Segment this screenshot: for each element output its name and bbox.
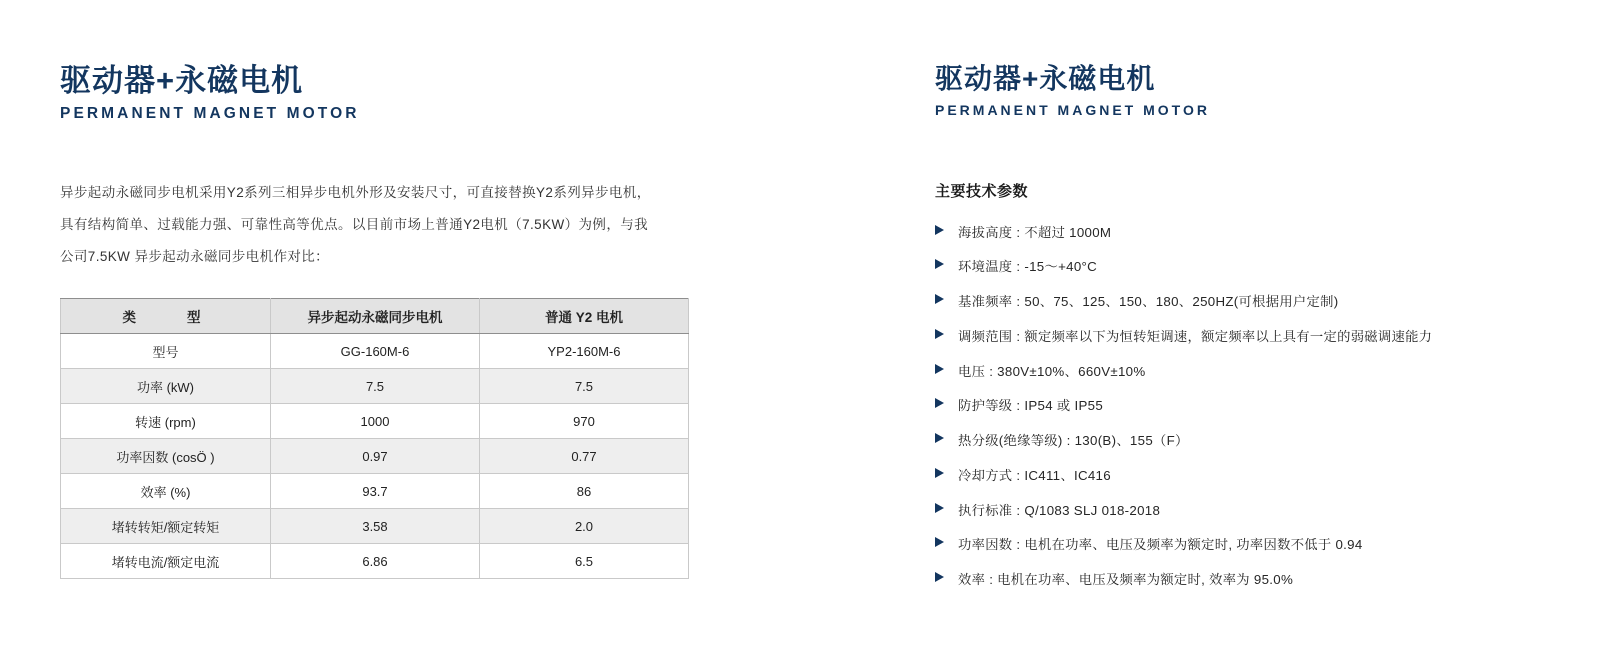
table-cell-pm: 7.5 bbox=[271, 369, 480, 404]
triangle-right-icon bbox=[935, 572, 949, 582]
table-cell-y2: 6.5 bbox=[480, 544, 689, 579]
list-item bbox=[935, 292, 1555, 311]
right-column bbox=[935, 62, 1555, 605]
table-header-cell-type: 类 型 bbox=[61, 299, 271, 334]
table-cell-pm: 3.58 bbox=[271, 509, 480, 544]
list-item bbox=[935, 362, 1555, 381]
table-row bbox=[61, 439, 689, 474]
list-item bbox=[935, 396, 1555, 415]
table-cell-label: 堵转电流/额定电流 bbox=[61, 544, 271, 579]
triangle-right-icon bbox=[935, 468, 949, 478]
table-row bbox=[61, 509, 689, 544]
triangle-right-icon bbox=[935, 225, 949, 235]
page-title-cn: 驱动器+永磁电机 bbox=[60, 63, 304, 98]
triangle-right-icon bbox=[935, 398, 949, 408]
list-item-label: 冷却方式 : IC411、IC416 bbox=[958, 467, 1111, 483]
table-cell-pm: 93.7 bbox=[271, 474, 480, 509]
table-cell-label: 转速 (rpm) bbox=[61, 404, 271, 439]
section-heading-parameters: 主要技术参数 bbox=[935, 182, 1029, 200]
list-item bbox=[935, 501, 1555, 520]
comparison-table bbox=[60, 298, 689, 579]
list-item-label: 执行标准 : Q/1083 SLJ 018-2018 bbox=[958, 502, 1161, 518]
list-item-label: 电压 : 380V±10%、660V±10% bbox=[958, 363, 1146, 379]
table-cell-label: 功率因数 (cosÖ ) bbox=[61, 439, 271, 474]
table-row bbox=[61, 474, 689, 509]
table-row bbox=[61, 369, 689, 404]
table-body bbox=[61, 334, 689, 579]
triangle-right-icon bbox=[935, 433, 949, 443]
table-cell-pm: 1000 bbox=[271, 404, 480, 439]
table-cell-pm: 6.86 bbox=[271, 544, 480, 579]
list-item bbox=[935, 570, 1555, 589]
table-row bbox=[61, 334, 689, 369]
list-item bbox=[935, 327, 1555, 346]
table-row bbox=[61, 544, 689, 579]
table-header-row bbox=[61, 299, 689, 334]
page-subtitle-en-right: PERMANENT MAGNET MOTOR bbox=[935, 101, 1210, 118]
table-cell-y2: 86 bbox=[480, 474, 689, 509]
table-cell-label: 型号 bbox=[61, 334, 271, 369]
table-cell-y2: 7.5 bbox=[480, 369, 689, 404]
triangle-right-icon bbox=[935, 259, 949, 269]
table-cell-y2: 0.77 bbox=[480, 439, 689, 474]
list-item bbox=[935, 535, 1555, 554]
list-item-label: 基准频率 : 50、75、125、150、180、250HZ(可根据用户定制) bbox=[958, 294, 1339, 310]
table-cell-pm: GG-160M-6 bbox=[271, 334, 480, 369]
list-item bbox=[935, 466, 1555, 485]
table-cell-y2: 970 bbox=[480, 404, 689, 439]
list-item-label: 环境温度 : -15～+40°C bbox=[958, 259, 1098, 275]
parameters-list bbox=[935, 223, 1555, 590]
list-item-label: 海拔高度 : 不超过 1000M bbox=[958, 224, 1112, 240]
table-cell-y2: 2.0 bbox=[480, 509, 689, 544]
table-header-cell-y2: 普通 Y2 电机 bbox=[480, 299, 689, 334]
triangle-right-icon bbox=[935, 364, 949, 374]
triangle-right-icon bbox=[935, 294, 949, 304]
list-item-label: 效率 : 电机在功率、电压及频率为额定时, 效率为 95.0% bbox=[958, 572, 1294, 588]
triangle-right-icon bbox=[935, 537, 949, 547]
list-item-label: 热分级(绝缘等级) : 130(B)、155（F） bbox=[958, 433, 1189, 449]
list-item-label: 调频范围 : 额定频率以下为恒转矩调速，额定频率以上具有一定的弱磁调速能力 bbox=[958, 328, 1433, 344]
page-subtitle-en: PERMANENT MAGNET MOTOR bbox=[60, 105, 360, 123]
triangle-right-icon bbox=[935, 503, 949, 513]
left-column bbox=[60, 62, 760, 579]
list-item-label: 防护等级 : IP54 或 IP55 bbox=[958, 398, 1104, 414]
intro-paragraph: 异步起动永磁同步电机采用Y2系列三相异步电机外形及安装尺寸，可直接替换Y2系列异步电机，具有结构简单、过载能力强、可靠性高等优点。以目前市场上普通Y2电机（7.5KW）为例，与我公司7.5KW 异步起动永磁同步电机作对比： bbox=[60, 185, 651, 264]
list-item bbox=[935, 257, 1555, 276]
table-row bbox=[61, 404, 689, 439]
list-item-label: 功率因数 : 电机在功率、电压及频率为额定时, 功率因数不低于 0.94 bbox=[958, 537, 1363, 553]
table-cell-pm: 0.97 bbox=[271, 439, 480, 474]
table-header bbox=[61, 299, 689, 334]
table-cell-y2: YP2-160M-6 bbox=[480, 334, 689, 369]
table-header-cell-pm: 异步起动永磁同步电机 bbox=[271, 299, 480, 334]
table-cell-label: 堵转转矩/额定转矩 bbox=[61, 509, 271, 544]
list-item bbox=[935, 223, 1555, 242]
table-cell-label: 功率 (kW) bbox=[61, 369, 271, 404]
page-title-cn-right: 驱动器+永磁电机 bbox=[935, 63, 1156, 94]
triangle-right-icon bbox=[935, 329, 949, 339]
list-item bbox=[935, 431, 1555, 450]
table-cell-label: 效率 (%) bbox=[61, 474, 271, 509]
